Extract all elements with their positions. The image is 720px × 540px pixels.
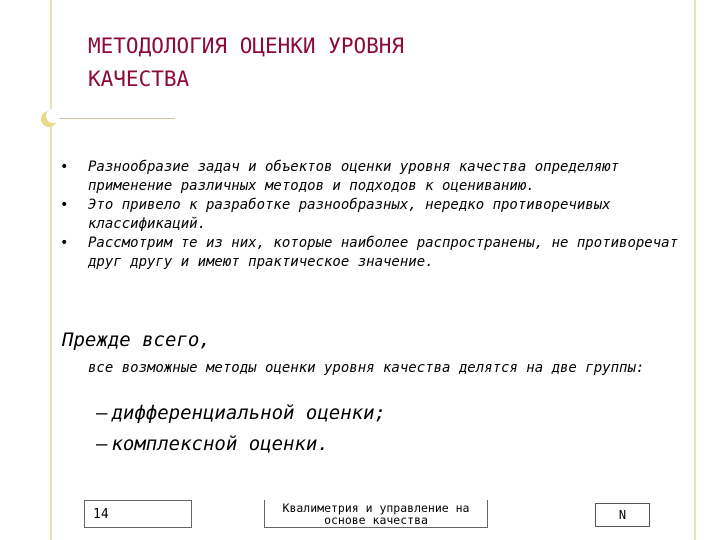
title-divider xyxy=(50,118,175,119)
dash-marker: — xyxy=(96,433,108,455)
next-slide-button[interactable] xyxy=(595,503,650,527)
method-type-item xyxy=(96,398,386,429)
footer-course-title: Квалиметрия и управление на основе качества xyxy=(264,500,488,528)
bullet-text: Это привело к разработке разнообразных, нередко противоречивых классификаций. xyxy=(88,197,611,232)
method-type-text: дифференциальной оценки; xyxy=(111,402,386,424)
bullet-text: Разнообразие задач и объектов оценки уровня качества определяют применение различных методов и подходов к оцениванию. xyxy=(88,159,620,194)
dash-marker: — xyxy=(96,402,108,424)
subtext: все возможные методы оценки уровня качества делятся на две группы: xyxy=(88,360,645,376)
bullet-dot: • xyxy=(60,235,69,251)
title-line-2: КАЧЕСТВА xyxy=(88,67,190,91)
title-line-1: МЕТОДОЛОГИЯ ОЦЕНКИ УРОВНЯ xyxy=(88,34,405,58)
bullet-item xyxy=(60,234,700,272)
bullet-item xyxy=(60,196,700,234)
method-type-text: комплексной оценки. xyxy=(111,433,329,455)
method-type-item xyxy=(96,429,386,460)
lead-text: Прежде всего, xyxy=(62,329,211,351)
bullet-item xyxy=(60,158,700,196)
method-types-list xyxy=(96,398,386,460)
page-number: 14 xyxy=(84,500,192,528)
bullet-list xyxy=(60,158,700,272)
next-slide-icon: N xyxy=(618,508,627,522)
bullet-dot: • xyxy=(60,159,69,175)
crescent-moon-icon xyxy=(38,108,60,130)
slide-title xyxy=(88,30,648,96)
bullet-dot: • xyxy=(60,197,69,213)
bullet-text: Рассмотрим те из них, которые наиболее распространены, не противоречат друг другу и имеют практическое значение. xyxy=(88,235,679,270)
left-frame-line xyxy=(50,0,52,540)
